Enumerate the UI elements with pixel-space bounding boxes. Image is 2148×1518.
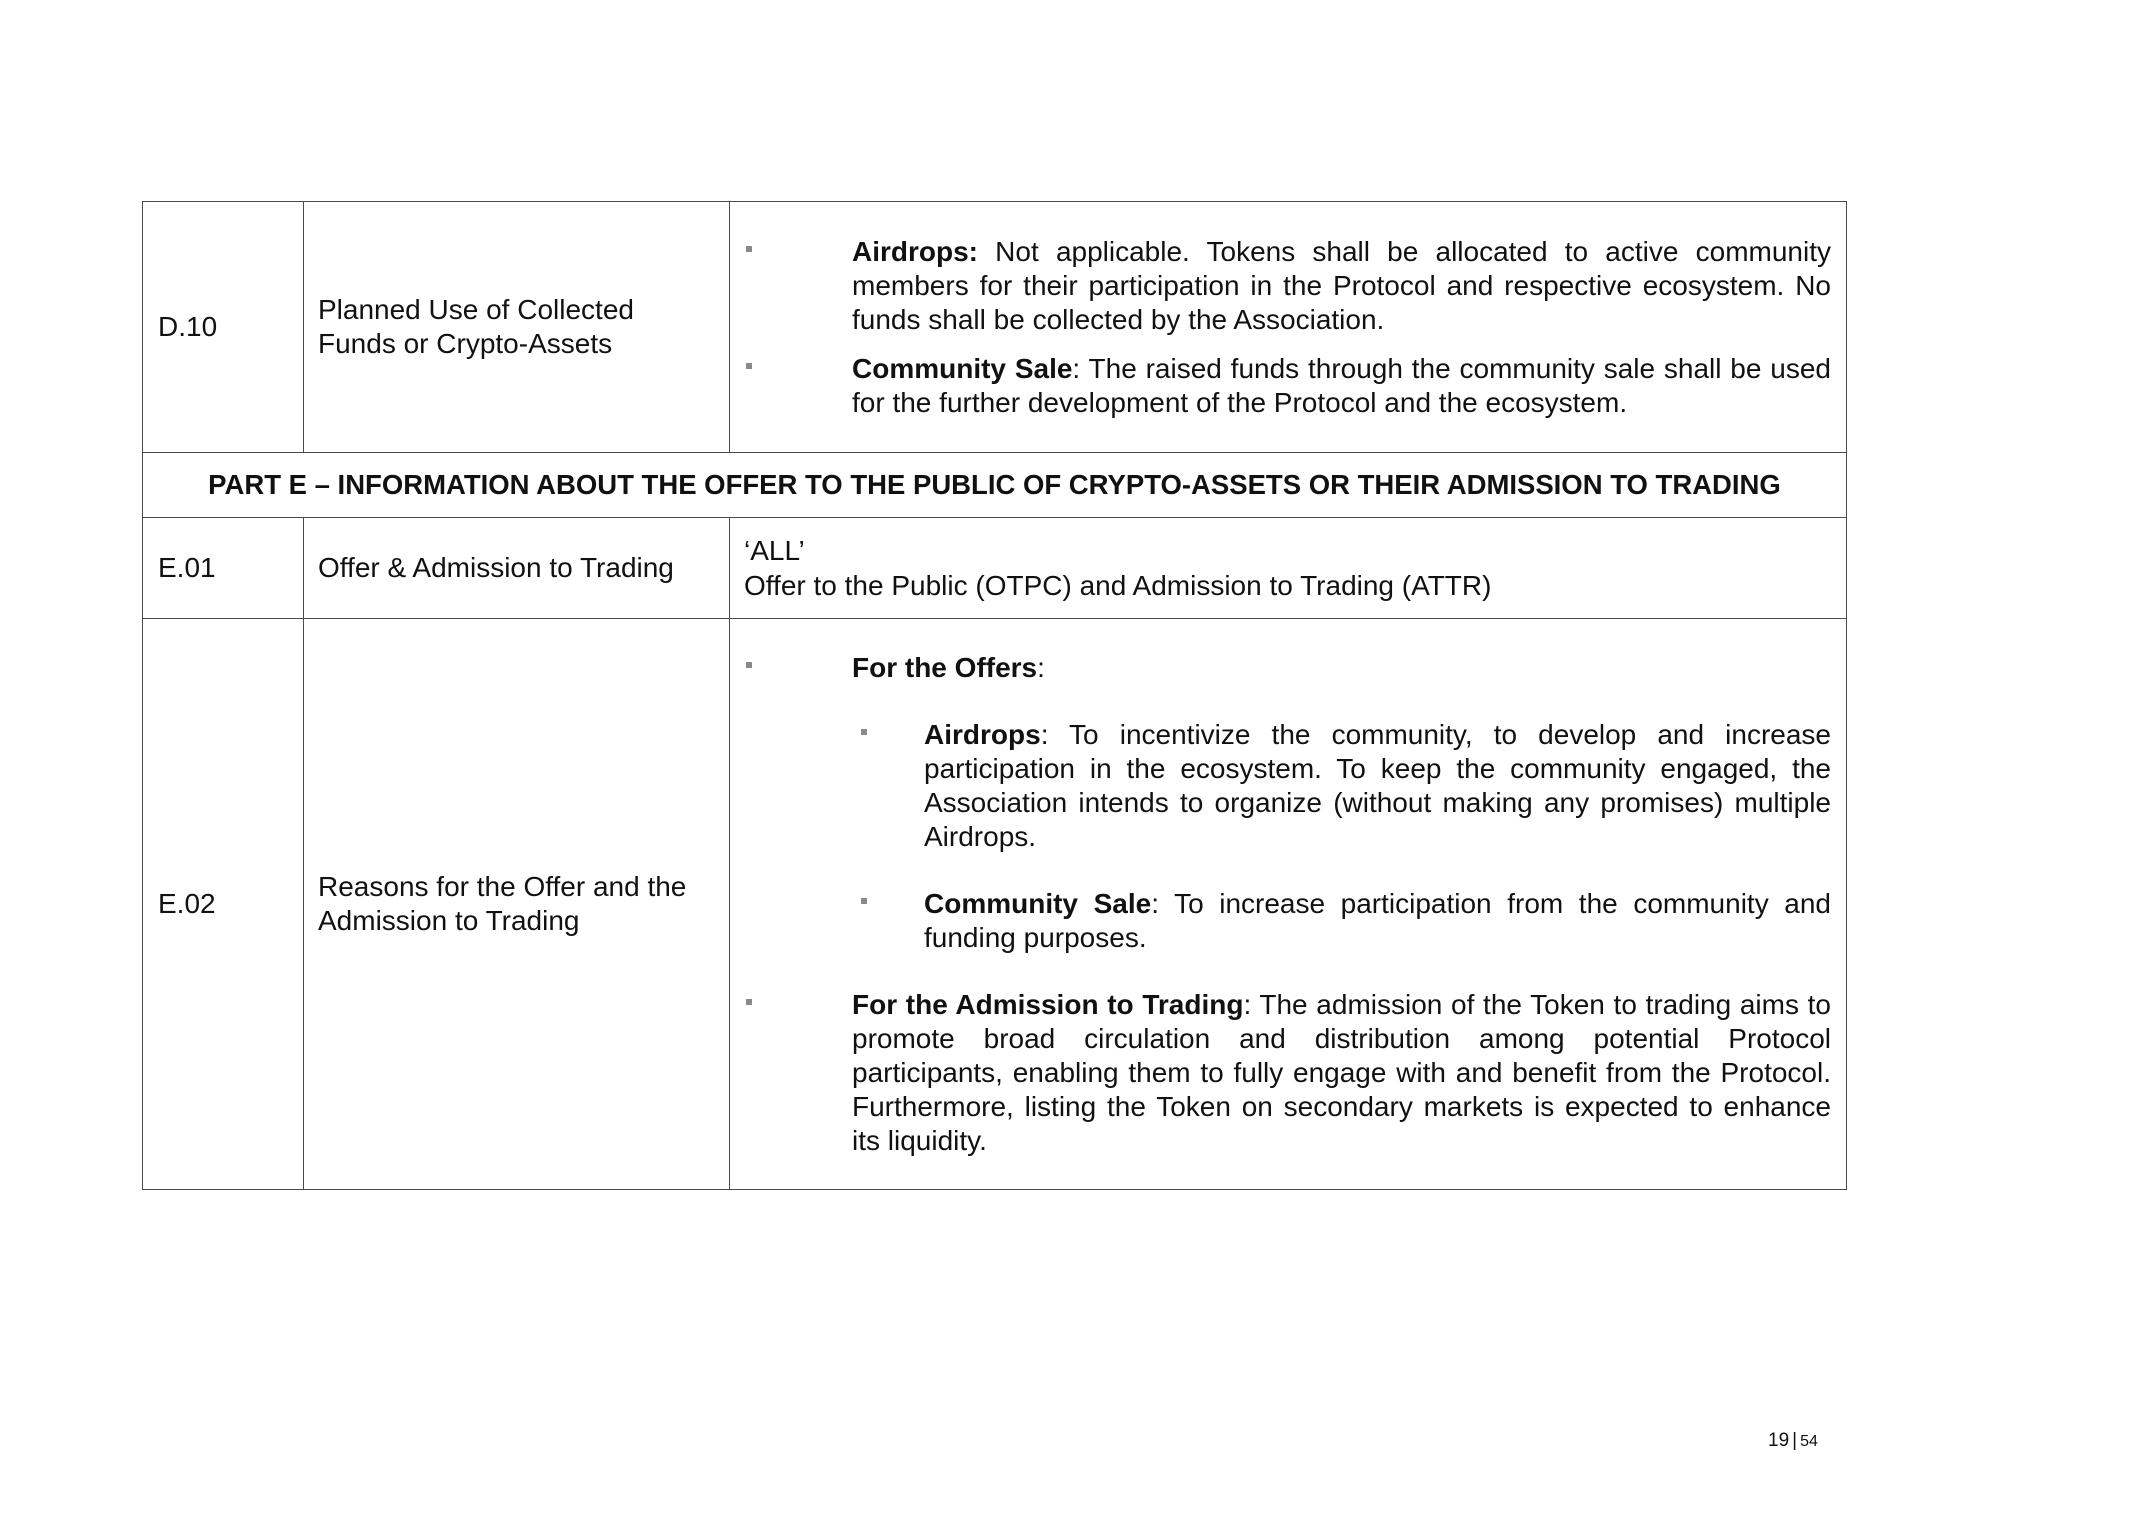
part-e-heading: PART E – INFORMATION ABOUT THE OFFER TO THE PUBLIC OF CRYPTO-ASSETS OR THEIR ADMISSION TO TRADING	[143, 453, 1847, 518]
row-code-e01: E.01	[143, 518, 304, 619]
bullet-community-sale	[744, 352, 1831, 420]
page-number	[1768, 1430, 1818, 1452]
bullet-text: Not applicable. Tokens shall be allocated to active community members for their participation in the Protocol and respective ecosystem. No funds shall be collected by the Association.	[852, 235, 1831, 335]
row-value-e02	[730, 619, 1847, 1190]
label-line: Admission to Trading	[318, 905, 580, 936]
bullet-title: Airdrops	[924, 718, 1041, 750]
row-code-d10: D.10	[143, 202, 304, 453]
row-label-e01: Offer & Admission to Trading	[304, 518, 730, 619]
label-line: Reasons for the Offer and the	[318, 871, 687, 902]
table-row-part-e	[143, 453, 1847, 518]
bullet-admission-to-trading	[744, 988, 1831, 1158]
square-bullet-icon	[861, 729, 867, 735]
table-row-e01	[143, 518, 1847, 619]
bullet-airdrops	[744, 235, 1831, 337]
bullet-title: Community Sale	[924, 887, 1152, 919]
label-line: Funds or Crypto-Assets	[318, 328, 613, 359]
table-row-d10	[143, 202, 1847, 453]
row-value-d10	[730, 202, 1847, 453]
row-label-e02	[304, 619, 730, 1190]
page-current: 19	[1768, 1430, 1790, 1451]
row-code-e02: E.02	[143, 619, 304, 1190]
row-label-d10	[304, 202, 730, 453]
square-bullet-icon	[746, 662, 752, 668]
value-line: Offer to the Public (OTPC) and Admission to Trading (ATTR)	[744, 570, 1492, 601]
info-table	[142, 201, 1847, 1190]
bullet-text: : To increase participation from the community and funding purposes.	[924, 887, 1831, 953]
sub-bullet-community-sale	[744, 887, 1831, 955]
bullet-text: : The raised funds through the community sale shall be used for the further development of the Protocol and the ecosystem.	[852, 352, 1831, 418]
sub-bullet-airdrops	[744, 718, 1831, 854]
page-total: 54	[1800, 1433, 1818, 1450]
square-bullet-icon	[746, 363, 752, 369]
value-line: ‘ALL’	[744, 535, 805, 566]
bullet-for-the-offers	[744, 651, 1831, 685]
table-row-e02	[143, 619, 1847, 1190]
bullet-title: For the Offers	[852, 651, 1038, 683]
bullet-title: Airdrops:	[852, 235, 978, 267]
bullet-text: :	[1037, 651, 1045, 683]
bullet-text: : To incentivize the community, to develop and increase participation in the ecosystem. To keep the community engaged, the Association intends to organize (without making any promises) multiple Airdrops.	[924, 718, 1831, 852]
square-bullet-icon	[746, 246, 752, 252]
page-separator: |	[1792, 1430, 1798, 1451]
label-line: Planned Use of Collected	[318, 294, 634, 325]
row-value-e01	[730, 518, 1847, 619]
bullet-title: Community Sale	[852, 352, 1073, 384]
bullet-text: : The admission of the Token to trading aims to promote broad circulation and distribution among potential Protocol participants, enabling them to fully engage with and benefit from the Protocol. Furthermore, listing the Token on secondary markets is expected to enhance its liquidity.	[852, 988, 1831, 1156]
square-bullet-icon	[861, 898, 867, 904]
square-bullet-icon	[746, 999, 752, 1005]
bullet-title: For the Admission to Trading	[852, 988, 1244, 1020]
